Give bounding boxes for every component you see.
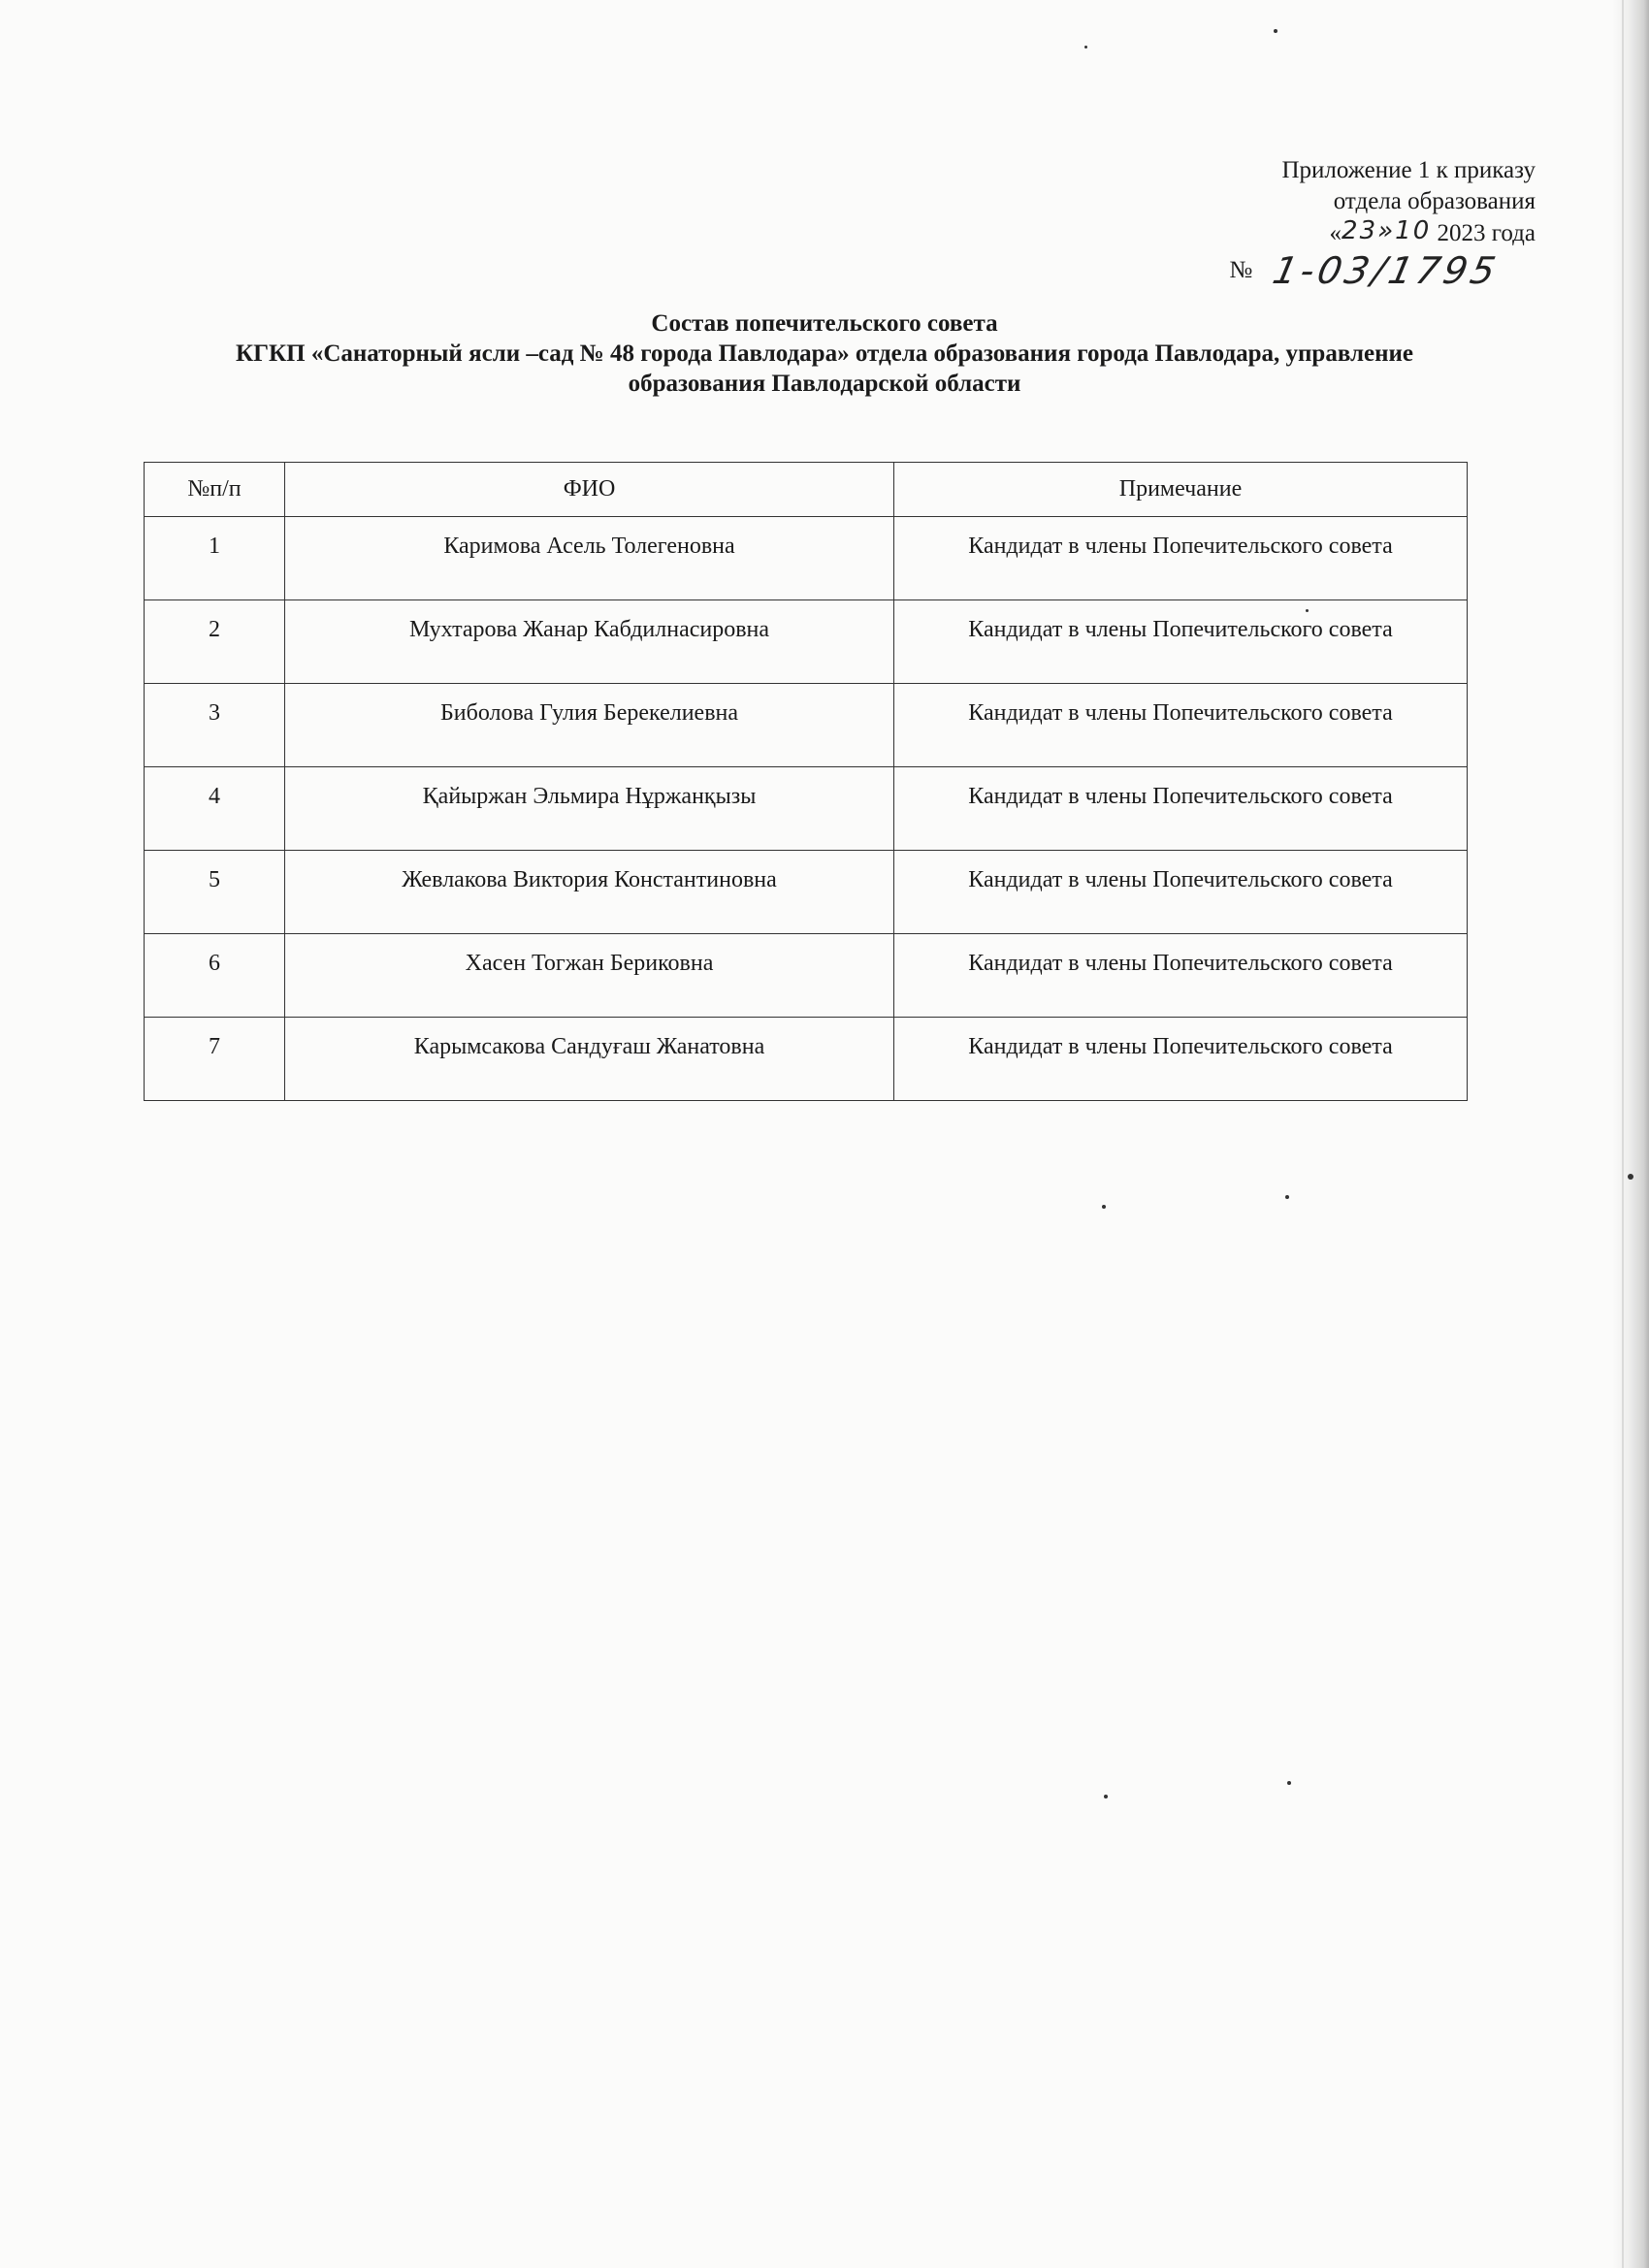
row-number: 2: [145, 600, 285, 684]
row-number: 6: [145, 934, 285, 1018]
row-number: 7: [145, 1018, 285, 1101]
table-header-row: [145, 463, 1468, 517]
header-full-name: ФИО: [285, 463, 894, 517]
row-full-name: Хасен Тогжан Бериковна: [285, 934, 894, 1018]
title-line-2: КГКП «Санаторный ясли –сад № 48 города Павлодара» отдела образования города Павлодара, управление: [235, 340, 1414, 367]
scan-speck: [1274, 29, 1277, 33]
row-note: Кандидат в члены Попечительского совета: [894, 851, 1468, 934]
appendix-number-line: [1229, 249, 1504, 292]
appendix-line-1: Приложение 1 к приказу: [1281, 157, 1536, 183]
table-row: [145, 934, 1468, 1018]
title-line-1: Состав попечительского совета: [651, 310, 998, 337]
row-full-name: Мухтарова Жанар Кабдилнасировна: [285, 600, 894, 684]
appendix-reference: [1229, 155, 1536, 292]
row-note: Кандидат в члены Попечительского совета: [894, 600, 1468, 684]
appendix-line-2: отдела образования: [1333, 188, 1536, 214]
row-note: Кандидат в члены Попечительского совета: [894, 1018, 1468, 1101]
scan-edge-line: [1622, 0, 1624, 2268]
scan-edge-shadow: [1612, 0, 1649, 2268]
header-note: Примечание: [894, 463, 1468, 517]
scan-speck: [1628, 1174, 1633, 1180]
row-full-name: Каримова Асель Толегеновна: [285, 517, 894, 600]
handwritten-date: 23»10: [1342, 216, 1432, 245]
title-line-3: образования Павлодарской области: [628, 371, 1021, 397]
scan-speck: [1287, 1781, 1291, 1785]
row-full-name: Қайыржан Эльмира Нұржанқызы: [285, 767, 894, 851]
row-note: Кандидат в члены Попечительского совета: [894, 934, 1468, 1018]
document-title: [146, 308, 1504, 399]
appendix-date-line: [1229, 217, 1536, 249]
row-full-name: Жевлакова Виктория Константиновна: [285, 851, 894, 934]
row-note: Кандидат в члены Попечительского совета: [894, 684, 1468, 767]
row-full-name: Биболова Гулия Берекелиевна: [285, 684, 894, 767]
header-number: №п/п: [145, 463, 285, 517]
scan-speck: [1104, 1795, 1108, 1798]
row-number: 1: [145, 517, 285, 600]
row-number: 5: [145, 851, 285, 934]
row-number: 4: [145, 767, 285, 851]
row-full-name: Карымсакова Сандуғаш Жанатовна: [285, 1018, 894, 1101]
row-note: Кандидат в члены Попечительского совета: [894, 767, 1468, 851]
row-number: 3: [145, 684, 285, 767]
scan-speck: [1285, 1195, 1289, 1199]
date-open-quote: «: [1329, 220, 1342, 246]
number-label: №: [1229, 257, 1253, 283]
handwritten-order-number: 1-03/1795: [1269, 249, 1504, 292]
scan-speck: [1084, 46, 1087, 49]
scan-speck: [1102, 1205, 1106, 1209]
table-row: [145, 1018, 1468, 1101]
members-table: [144, 462, 1468, 1101]
table-row: [145, 684, 1468, 767]
date-year: 2023 года: [1437, 220, 1536, 246]
row-note: Кандидат в члены Попечительского совета: [894, 517, 1468, 600]
table-row: [145, 600, 1468, 684]
table-row: [145, 851, 1468, 934]
table-row: [145, 517, 1468, 600]
table-row: [145, 767, 1468, 851]
